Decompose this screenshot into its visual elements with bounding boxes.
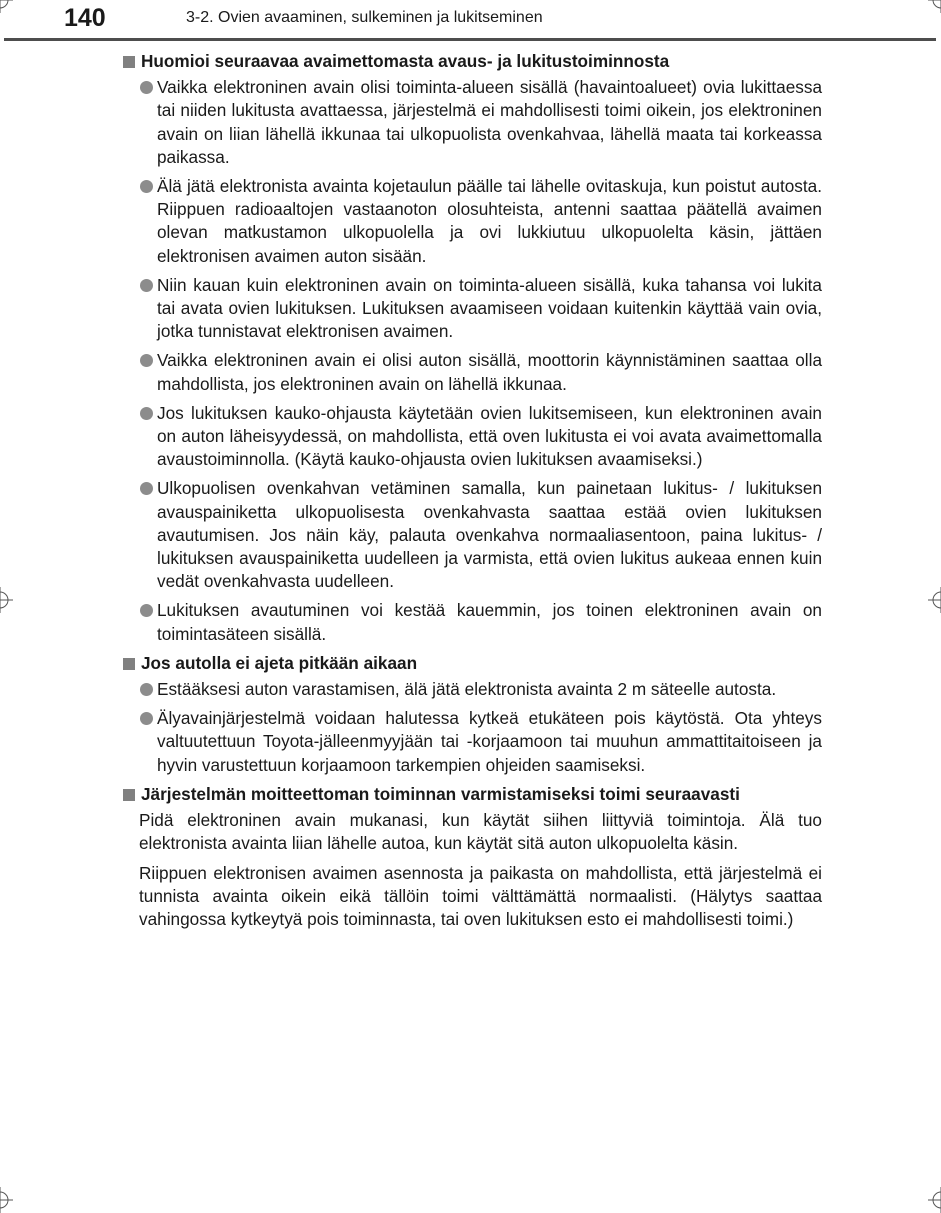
section-keyless-notes	[122, 50, 822, 646]
square-bullet-icon	[123, 789, 135, 801]
section-heading-text: Jos autolla ei ajeta pitkään aikaan	[141, 652, 418, 673]
round-bullet-icon	[140, 604, 153, 617]
page-number: 140	[64, 4, 106, 32]
page-content	[122, 50, 822, 937]
section-heading-text: Järjestelmän moitteettoman toiminnan varmistamiseksi toimi seuraavasti	[141, 783, 740, 804]
list-item-text: Älä jätä elektronista avainta kojetaulun päälle tai lähelle ovitaskuja, kun poistut autosta. Riippuen radioaaltojen vastaanoton olosuhteista, antenni saattaa päätellä avaimen olevan matkustamon ulkopuolella ja ovi lukkiutuu ulkopuolelta käsin, jättäen elektronisen avaimen auton sisään.	[157, 176, 822, 266]
header-rule	[4, 38, 936, 41]
list-item	[122, 599, 822, 645]
crop-mark-mid-left	[0, 587, 13, 613]
crop-mark-mid-right	[928, 587, 941, 613]
round-bullet-icon	[140, 354, 153, 367]
list-item-text: Vaikka elektroninen avain olisi toiminta-alueen sisällä (havaintoalueet) ovia lukittaessa tai niiden lukitusta avattaessa, järjestelmä ei mahdollisesti toimi oikein, jos elektroninen avain on liian lähellä ikkunaa tai ulkopuolista ovenkahvaa, lähellä maata tai korkeassa paikassa.	[157, 77, 822, 167]
list-item-text: Vaikka elektroninen avain ei olisi auton sisällä, moottorin käynnistäminen saattaa olla mahdollista, jos elektroninen avain on lähellä ikkunaa.	[157, 350, 822, 394]
crop-mark-top-left	[0, 0, 13, 13]
section-proper-operation	[122, 783, 822, 931]
running-head: 3-2. Ovien avaaminen, sulkeminen ja lukitseminen	[186, 9, 543, 26]
list-item-text: Niin kauan kuin elektroninen avain on toiminta-alueen sisällä, kuka tahansa voi lukita tai avata ovien lukituksen. Lukituksen avaamiseen voidaan kuitenkin käyttää vain ovia, jotka tunnistavat elektronisen avaimen.	[157, 274, 822, 342]
section-heading	[122, 50, 822, 73]
round-bullet-icon	[140, 180, 153, 193]
crop-mark-bottom-right	[928, 1187, 941, 1213]
round-bullet-icon	[140, 407, 153, 420]
section-heading	[122, 783, 822, 806]
section-heading	[122, 652, 822, 675]
round-bullet-icon	[140, 81, 153, 94]
bullet-list	[122, 76, 822, 646]
bullet-list	[122, 678, 822, 777]
list-item-text: Älyavainjärjestelmä voidaan halutessa kytkeä etukäteen pois käytöstä. Ota yhteys valtuutettuun Toyota-jälleenmyyjään tai -korjaamoon tai muuhun ammattitaitoiseen ja hyvin varustettuun korjaamoon tarkempien ohjeiden saamiseksi.	[157, 708, 822, 775]
round-bullet-icon	[140, 279, 153, 292]
square-bullet-icon	[123, 56, 135, 68]
list-item	[122, 175, 822, 268]
list-item	[122, 349, 822, 395]
list-item	[122, 707, 822, 777]
round-bullet-icon	[140, 482, 153, 495]
paragraph: Riippuen elektronisen avaimen asennosta ja paikasta on mahdollista, että järjestelmä ei tunnista avainta oikein eikä tällöin toimi välttämättä normaalisti. (Hälytys saattaa vahingossa kytkeytyä pois toiminnasta, tai oven lukituksen esto ei mahdollisesti toimi.)	[139, 862, 822, 929]
crop-mark-bottom-left	[0, 1187, 13, 1213]
paragraph: Pidä elektroninen avain mukanasi, kun käytät siihen liittyviä toimintoja. Älä tuo elektronista avainta liian lähelle autoa, kun käytät sitä auton ulkopuolelta käsin.	[139, 810, 822, 854]
list-item	[122, 76, 822, 169]
round-bullet-icon	[140, 712, 153, 725]
crop-mark-top-right	[928, 0, 941, 13]
round-bullet-icon	[140, 683, 153, 696]
list-item	[122, 678, 822, 701]
list-item	[122, 274, 822, 344]
square-bullet-icon	[123, 658, 135, 670]
list-item-text: Jos lukituksen kauko-ohjausta käytetään ovien lukitsemiseen, kun elektroninen avain on auton läheisyydessä, on mahdollista, että oven lukitusta ei voi avata avaimettomalla avaustoiminnolla. (Käytä kauko-ohjausta ovien lukituksen avaamiseksi.)	[157, 402, 822, 470]
section-long-storage	[122, 652, 822, 777]
list-item-text: Estääksesi auton varastamisen, älä jätä elektronista avainta 2 m säteelle autosta.	[157, 679, 777, 700]
list-item	[122, 477, 822, 593]
list-item	[122, 402, 822, 472]
list-item-text: Ulkopuolisen ovenkahvan vetäminen samalla, kun painetaan lukitus- / lukituksen avauspainiketta ulkopuolisesta ovenkahvasta saattaa estää ovien lukituksen avautumisen. Jos näin käy, palauta ovenkahva normaaliasentoon, paina lukitus- / lukituksen avauspainiketta uudelleen ja varmista, että ovien lukitus aukeaa ennen kuin vedät ovenkahvasta uudelleen.	[157, 478, 822, 592]
list-item-text: Lukituksen avautuminen voi kestää kauemmin, jos toinen elektroninen avain on toimintasäteen sisällä.	[157, 600, 822, 644]
section-heading-text: Huomioi seuraavaa avaimettomasta avaus- ja lukitustoiminnosta	[141, 51, 670, 71]
